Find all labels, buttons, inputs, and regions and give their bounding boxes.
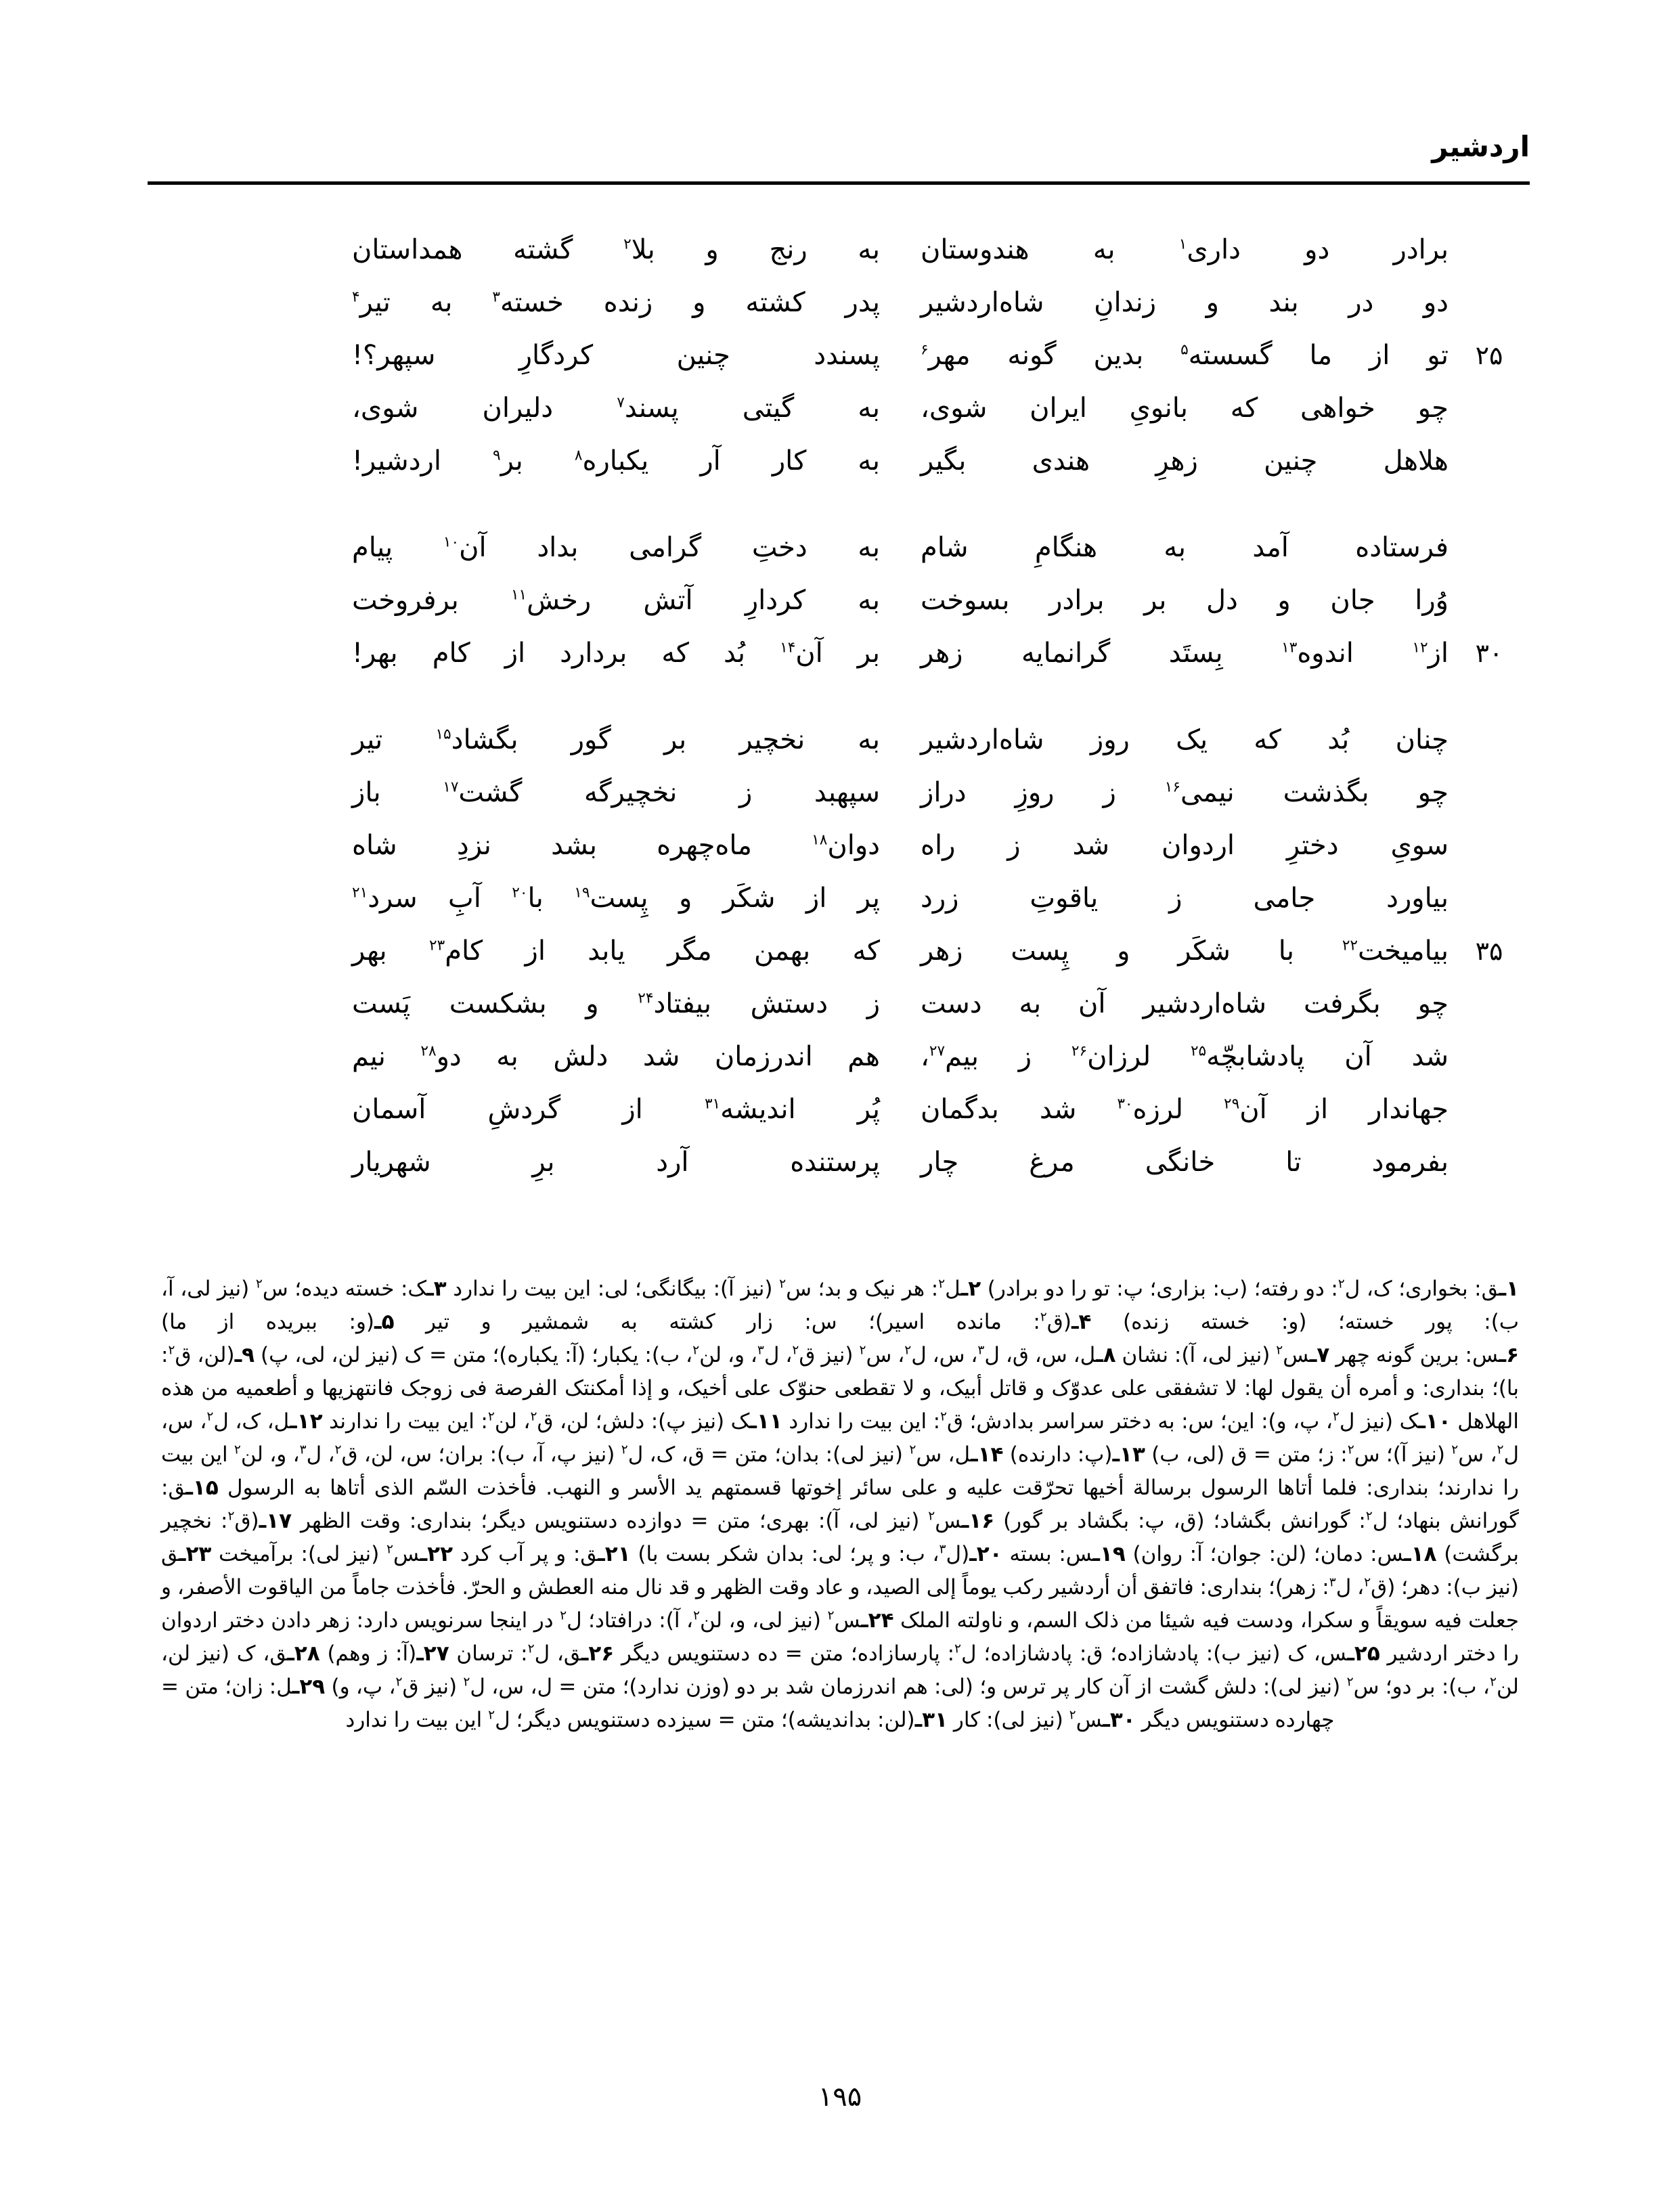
critical-apparatus [161, 1273, 1519, 1737]
hemistich-first: چو بگرفت شاه‌اردشیر آن به دست [921, 988, 1449, 1019]
hemistich-second: که بهمن مگر یابد از کام$^{۲۳}$ بهر [352, 935, 880, 967]
verse-line [150, 1136, 1530, 1189]
hemistich-second: به گیتی پسند$^۷$ دلیران شوی، [352, 393, 880, 424]
hemistich-second: سپهبد ز نخچیرگه گشت$^{۱۷}$ باز [352, 777, 880, 808]
verse-line [150, 1083, 1530, 1136]
hemistich-second: پرستنده آرد برِ شهریار [352, 1147, 880, 1178]
folio-number: ۱۹۵ [818, 2081, 862, 2113]
verse-line-number: ۲۵ [1475, 340, 1503, 370]
verse-line [150, 574, 1530, 627]
verse-line [150, 223, 1530, 276]
hemistich-first: بیاورد جامی ز یاقوتِ زرد [921, 883, 1449, 914]
hemistich-first: هلاهل چنین زهرِ هندی بگیر [921, 445, 1449, 477]
verse-line [150, 872, 1530, 925]
verse-stanza [150, 521, 1530, 680]
hemistich-second: هم اندرزمان شد دلش به دو$^{۲۸}$ نیم [352, 1041, 880, 1072]
hemistich-first: دو در بند و زندانِ شاه‌اردشیر [921, 287, 1449, 318]
verse-line [150, 521, 1530, 574]
header-divider-rule [148, 181, 1530, 185]
verse-line [150, 382, 1530, 435]
verse-line [150, 713, 1530, 766]
verse-line [150, 766, 1530, 819]
verse-line [150, 925, 1530, 977]
verse-line [150, 435, 1530, 487]
verse-line-number: ۳۰ [1475, 638, 1503, 668]
hemistich-second: پدر کشته و زنده خسته$^۳$ به تیر$^۴$ [352, 287, 880, 318]
verse-line [150, 627, 1530, 680]
hemistich-first: تو از ما گسسته$^۵$ بدین گونه مهر$^۶$ [921, 340, 1449, 371]
verse-line-number: ۳۵ [1475, 936, 1503, 966]
verse-line [150, 1030, 1530, 1083]
hemistich-first: بیامیخت$^{۲۲}$ با شکَر و پِست زهر [921, 935, 1449, 967]
verse-body [150, 223, 1530, 1222]
verse-line [150, 329, 1530, 382]
hemistich-second: پُر اندیشه$^{۳۱}$ از گردشِ آسمان [352, 1094, 880, 1125]
hemistich-first: چنان بُد که یک روز شاه‌اردشیر [921, 724, 1449, 755]
verse-line [150, 276, 1530, 329]
hemistich-second: پر از شکَر و پِست$^{۱۹}$ با$^{۲۰}$ آبِ سرد$^{۲۱}$ [352, 883, 880, 914]
running-head-title: اردشیر [1432, 130, 1530, 163]
apparatus-paragraph: ۶ـس: برین گونه چهر ۷ـس$^۲$ (نیز لی، آ): نشان ۸ـل، س، ق، ل$^۳$، س، ل$^۲$، س$^۲$ (نیز ق$^۲$، ل$^۳$، و، لن$^۲$، ب): یکبار؛ (آ: یکباره)؛ متن = ک (نیز لن، لی، پ) ۹ـ(لن، ق$^۲$: با)؛ بنداری: و أمره أن یقول لها: لا تشفقی علی عدوّک و قاتل أبیک، و لا تقطعی حنوّک علی أخیک، و إذا أمکنتک الفرصة فی زوجک فانتهزیها و أطعمیه من هذه الهلاهل ۱۰ـک (نیز ل$^۲$، پ، و): این؛ س: به دختر سراسر بدادش؛ ق$^۲$: این بیت را ندارد ۱۱ـک (نیز پ): دلش؛ لن، ق$^۲$، لن$^۲$: این بیت را ندارند ۱۲ـل، ک، ل$^۲$، س، ل$^۲$، س$^۲$ (نیز آ)؛ س$^۲$: ز؛ متن = ق (لی، ب) ۱۳ـ(پ: دارنده) ۱۴ـل، س$^۲$ (نیز لی): بدان؛ متن = ق، ک، ل$^۲$ (نیز پ، آ، ب): بران؛ س، لن، ق$^۲$، ل$^۳$، و، لن$^۲$ این بیت را ندارند؛ بنداری: فلما أتاها الرسول برسالة أخیها تحرّقت علیه و علی سائر إخوتها قسمتهم ید الأسر و النهب. فأخذت السّم الذی أتاها به الرسول ۱۵ـق: گورانش بنهاد؛ ل$^۲$: گورانش بگشاد؛ (ق، پ: بگشاد بر گور) ۱۶ـس$^۲$ (نیز لی، آ): بهری؛ متن = دوازده دستنویس دیگر؛ بنداری: وقت الظهر ۱۷ـ(ق$^۲$: نخچیر برگشت) ۱۸ـس: دمان؛ (لن: جوان؛ آ: روان) ۱۹ـس: بسته ۲۰ـ(ل$^۳$، ب: و پر؛ لی: بدان شکر بست با) ۲۱ـق: و پر آب کرد ۲۲ـس$^۲$ (نیز لی): برآمیخت ۲۳ـق (نیز ب): دهر؛ (ق$^۲$، ل$^۳$: زهر)؛ بنداری: فاتفق أن أردشیر رکب یوماً إلی الصید، و عاد وقت الظهر و قد نال منه العطش و الحرّ. فأخذت جاماً من الیاقوت الأصفر، و جعلت فیه سویقاً و سکرا، ودست فیه شیئا من ذلک السم، و ناولته الملک ۲۴ـس$^۲$ (نیز لی، و، لن$^۲$، آ): درافتاد؛ ل$^۲$ در اینجا سرنویس دارد: زهر دادن دختر اردوان را دختر اردشیر ۲۵ـس، ک (نیز ب): پادشازاده؛ ق: پادشازاده؛ ل$^۲$: پارسازاده؛ متن = ده دستنویس دیگر ۲۶ـق، ل$^۲$: ترسان ۲۷ـ(آ: ز وهم) ۲۸ـق، ک (نیز لن، لن$^۲$، ب): بر دو؛ س$^۲$ (نیز لی): دلش گشت از آن کار پر ترس و؛ (لی: هم اندرزمان شد بر دو (وزن ندارد)؛ متن = ل، س، ل$^۲$ (نیز ق$^۲$، پ، و) ۲۹ـل: زان؛ متن = چهارده دستنویس دیگر ۳۰ـس$^۲$ (نیز لی): کار ۳۱ـ(لن: بداندیشه)؛ متن = سیزده دستنویس دیگر؛ ل$^۲$ این بیت را ندارد [161, 1343, 1520, 1732]
hemistich-first: وُرا جان و دل بر برادر بسوخت [921, 585, 1449, 616]
hemistich-first: فرستاده آمد به هنگامِ شام [921, 532, 1449, 563]
hemistich-first: از$^{۱۲}$ اندوه$^{۱۳}$ بِستَد گرانمایه زهر [921, 638, 1449, 669]
hemistich-second: دوان$^{۱۸}$ ماه‌چهره بشد نزدِ شاه [352, 830, 880, 861]
hemistich-first: جهاندار از آن$^{۲۹}$ لرزه$^{۳۰}$ شد بدگمان [921, 1094, 1449, 1125]
hemistich-second: به رنج و بلا$^۲$ گشته همداستان [352, 234, 880, 265]
hemistich-first: چو بگذشت نیمی$^{۱۶}$ ز روزِ دراز [921, 777, 1449, 808]
hemistich-second: ز دستش بیفتاد$^{۲۴}$ و بشکست پَست [352, 988, 881, 1019]
verse-stanza [150, 223, 1530, 487]
hemistich-second: به کار آر یکباره$^۸$ بر$^۹$ اردشیر! [352, 445, 881, 477]
page-header [148, 130, 1530, 194]
hemistich-first: برادر دو داری$^۱$ به هندوستان [921, 234, 1449, 265]
hemistich-second: به نخچیر بر گور بگشاد$^{۱۵}$ تیر [352, 724, 880, 755]
hemistich-first: چو خواهی که بانویِ ایران شوی، [921, 393, 1449, 424]
hemistich-first: بفرمود تا خانگی مرغ چار [921, 1147, 1449, 1178]
hemistich-first: شد آن پادشابچّه$^{۲۵}$ لرزان$^{۲۶}$ ز بیم$^{۲۷}$، [921, 1041, 1449, 1072]
verse-line [150, 819, 1530, 872]
hemistich-second: به کردارِ آتش رخش$^{۱۱}$ برفروخت [352, 585, 880, 616]
hemistich-second: بر آن$^{۱۴}$ بُد که بردارد از کام بهر! [352, 638, 881, 669]
hemistich-second: پسندد چنین کردگارِ سپهر؟! [352, 340, 880, 371]
verse-stanza [150, 713, 1530, 1189]
hemistich-first: سویِ دخترِ اردوان شد ز راه [921, 830, 1449, 861]
hemistich-second: به دختِ گرامی بداد آن$^{۱۰}$ پیام [352, 532, 880, 563]
apparatus-paragraph: ۱ـق: بخواری؛ ک، ل$^۲$: دو رفته؛ (ب: بزاری؛ پ: تو را دو برادر) ۲ـل$^۲$: هر نیک و بد؛ س$^۲$ (نیز آ): بیگانگی؛ لی: این بیت را ندارد ۳ـک: خسته دیده؛ س$^۲$ (نیز لی، آ، ب): پور خسته؛ (و: خسته زنده) ۴ـ(ق$^۲$: مانده اسیر)؛ س: زار کشته به شمشیر و تیر ۵ـ(و: ببریده از ما) [161, 1277, 1519, 1334]
verse-line [150, 977, 1530, 1030]
